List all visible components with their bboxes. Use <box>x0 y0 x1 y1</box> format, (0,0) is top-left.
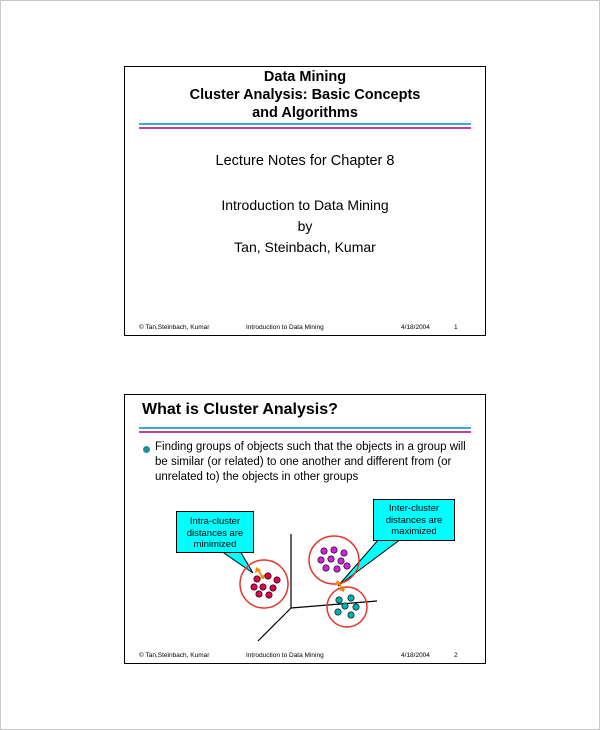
title-line: Cluster Analysis: Basic Concepts <box>189 87 421 103</box>
footer-page-number: 2 <box>454 652 458 659</box>
slide-1-footer <box>125 321 485 335</box>
callout-intra-cluster <box>176 511 254 553</box>
book-title: Introduction to Data Mining <box>221 197 389 213</box>
data-point <box>348 595 354 601</box>
data-point <box>353 604 359 610</box>
callout-line: maximized <box>391 526 437 537</box>
slide-2 <box>124 394 486 664</box>
footer-copyright: © Tan,Steinbach, Kumar <box>139 652 210 659</box>
footer-course: Introduction to Data Mining <box>246 324 324 331</box>
data-point <box>336 597 342 603</box>
data-point <box>318 557 324 563</box>
slide-2-footer <box>125 649 485 663</box>
title-line: and Algorithms <box>252 105 358 121</box>
data-point <box>335 609 341 615</box>
callout-line: distances are <box>186 527 244 539</box>
callout-line: Inter-cluster <box>388 503 440 514</box>
x-axis <box>291 601 377 608</box>
title-rule-blue <box>139 123 471 125</box>
callout-line: distances are <box>385 514 443 526</box>
data-point <box>251 584 257 590</box>
cluster-red-points <box>251 573 280 598</box>
title-rule-magenta <box>139 127 471 129</box>
callout-line: minimized <box>193 539 237 550</box>
callout-inter-pointer <box>338 539 401 586</box>
data-point <box>270 585 276 591</box>
z-axis <box>258 608 291 641</box>
data-point <box>342 603 348 609</box>
data-point <box>344 563 350 569</box>
data-point <box>260 584 266 590</box>
data-point <box>331 547 337 553</box>
data-point <box>254 576 260 582</box>
cluster-magenta-points <box>318 547 350 572</box>
slide-1-title <box>125 68 485 122</box>
slide-2-title: What is Cluster Analysis? <box>142 401 338 418</box>
data-point <box>274 577 280 583</box>
title-line: Data Mining <box>263 69 347 85</box>
footer-date: 4/18/2004 <box>401 652 430 659</box>
data-point <box>328 556 334 562</box>
data-point <box>266 592 272 598</box>
data-point <box>323 565 329 571</box>
callout-line: Intra-cluster <box>189 516 241 527</box>
data-point <box>321 548 327 554</box>
slide-1-subtitle: Lecture Notes for Chapter 8 <box>215 153 395 169</box>
data-point <box>338 558 344 564</box>
callout-intra-pointer <box>221 551 253 573</box>
data-point <box>348 612 354 618</box>
data-point <box>256 591 262 597</box>
cluster-teal-points <box>335 595 359 618</box>
by-text: by <box>297 218 313 234</box>
slide-1 <box>124 66 486 336</box>
data-point <box>265 573 271 579</box>
data-point <box>334 566 340 572</box>
bullet-text: Finding groups of objects such that the objects in a group will be similar (or related) to one another and different from (or unrelated to) the objects in other groups <box>155 441 466 483</box>
footer-page-number: 1 <box>454 324 458 331</box>
callout-inter-cluster <box>373 499 455 541</box>
footer-course: Introduction to Data Mining <box>246 652 324 659</box>
authors: Tan, Steinbach, Kumar <box>234 239 376 255</box>
data-point <box>341 550 347 556</box>
footer-date: 4/18/2004 <box>401 324 430 331</box>
footer-copyright: © Tan,Steinbach, Kumar <box>139 324 210 331</box>
